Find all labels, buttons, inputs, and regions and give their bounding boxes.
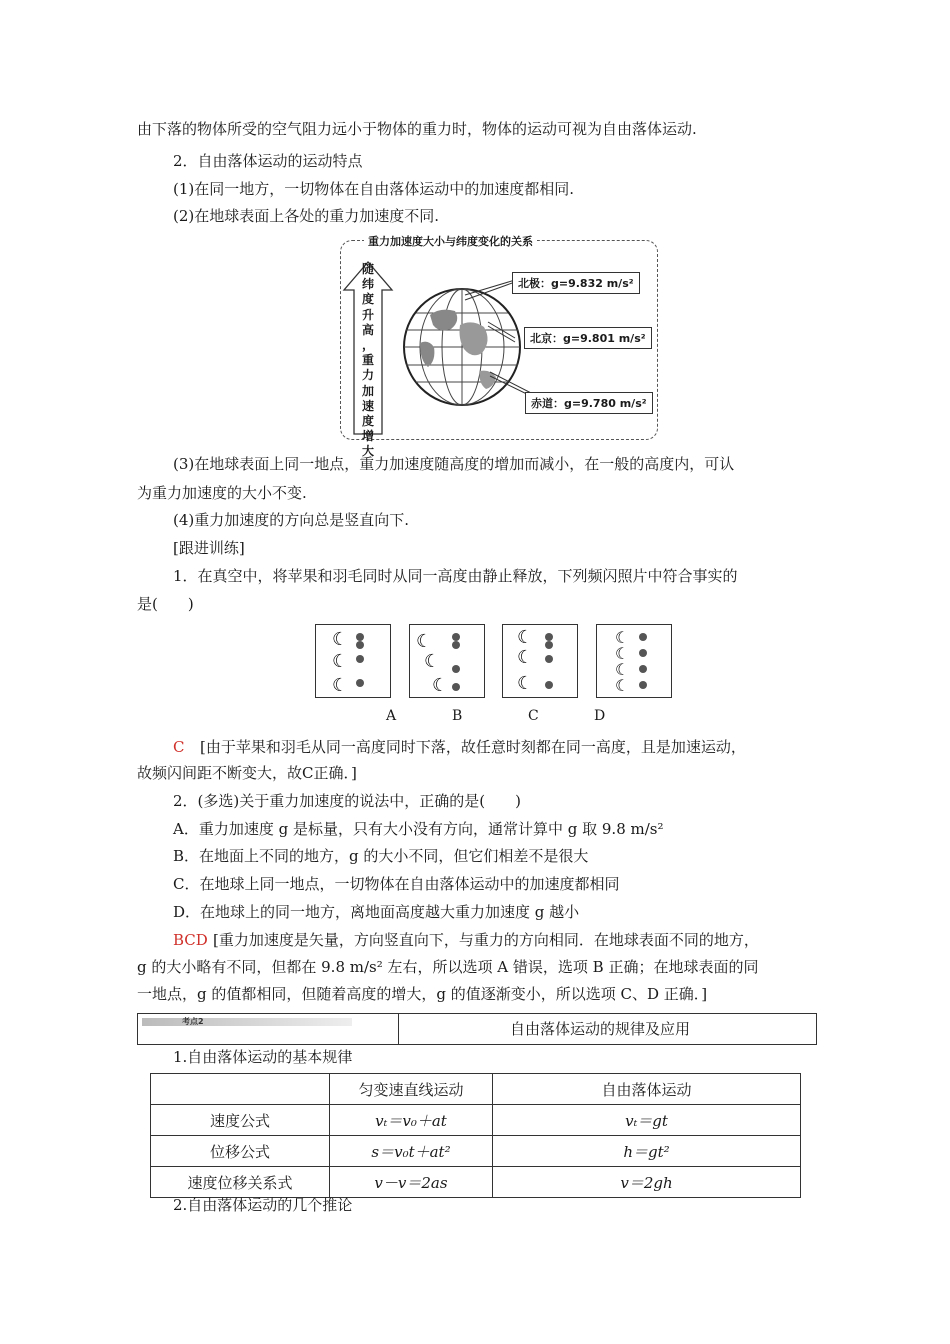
q1-answer: C bbox=[173, 738, 185, 756]
arrow-caption-char: 速 bbox=[361, 398, 374, 413]
q2-explain-line3: 一地点，g 的值都相同，但随着高度的增大，g 的值逐渐变小，所以选项 C、D 正确．] bbox=[137, 985, 708, 1003]
arrow-caption-char: 加 bbox=[361, 383, 374, 398]
table-cell: 速度公式 bbox=[151, 1105, 330, 1136]
svg-text:☾: ☾ bbox=[615, 676, 630, 695]
q1-stem-line1: 1．在真空中，将苹果和羽毛同时从同一高度由静止释放，下列频闪照片中符合事实的 bbox=[173, 567, 738, 585]
table-header-cell: 自由落体运动 bbox=[493, 1074, 801, 1105]
q2-answer: BCD bbox=[173, 931, 208, 949]
table-row bbox=[151, 1105, 801, 1136]
option-label-b: B bbox=[452, 708, 463, 724]
paragraph-5: (3)在地球表面上同一地点，重力加速度随高度的增加而减小，在一般的高度内，可认 bbox=[173, 455, 735, 473]
table-header-row bbox=[151, 1074, 801, 1105]
svg-text:☾: ☾ bbox=[424, 651, 441, 672]
arrow-caption-char: ， bbox=[361, 338, 374, 353]
arrow-caption-char: 力 bbox=[361, 368, 374, 383]
arrow-caption-char: 度 bbox=[361, 414, 374, 429]
svg-text:☾: ☾ bbox=[416, 631, 433, 652]
figure-title: 重力加速度大小与纬度变化的关系 bbox=[364, 233, 537, 249]
svg-text:☾: ☾ bbox=[332, 629, 349, 650]
svg-text:☾: ☾ bbox=[615, 644, 630, 663]
table-cell: 速度位移关系式 bbox=[151, 1167, 330, 1198]
svg-text:☾: ☾ bbox=[615, 628, 630, 647]
section-title: 自由落体运动的规律及应用 bbox=[510, 1020, 691, 1038]
section-subheading-1: 1.自由落体运动的基本规律 bbox=[173, 1048, 353, 1066]
section-header bbox=[137, 1013, 817, 1045]
table-cell: 位移公式 bbox=[151, 1136, 330, 1167]
q1-explain-line2: 故频闪间距不断变大，故C正确．] bbox=[137, 764, 357, 782]
arrow-caption bbox=[359, 262, 377, 460]
table-cell: s＝v₀t＋at² bbox=[330, 1136, 493, 1167]
table-cell: v＝2gh bbox=[493, 1167, 801, 1198]
rules-table bbox=[150, 1073, 801, 1198]
paragraph-3: (1)在同一地方，一切物体在自由落体运动中的加速度都相同. bbox=[173, 180, 575, 198]
svg-text:☾: ☾ bbox=[332, 651, 349, 672]
arrow-caption-char: 随 bbox=[361, 262, 374, 276]
option-label-d: D bbox=[594, 708, 606, 724]
table-cell: h＝gt² bbox=[493, 1136, 801, 1167]
table-cell: v－v＝2as bbox=[330, 1167, 493, 1198]
paragraph-2: 2．自由落体运动的运动特点 bbox=[173, 152, 363, 170]
arrow-caption-char: 重 bbox=[361, 353, 374, 368]
svg-text:☾: ☾ bbox=[517, 673, 534, 694]
table-cell: vₜ＝gt bbox=[493, 1105, 801, 1136]
arrow-caption-char: 升 bbox=[361, 307, 374, 322]
photo-option-c bbox=[502, 624, 578, 698]
section-divider bbox=[398, 1014, 399, 1044]
section-tag: 考点2 bbox=[142, 1018, 352, 1026]
paragraph-4: (2)在地球表面上各处的重力加速度不同. bbox=[173, 207, 440, 225]
photo-option-a bbox=[315, 624, 391, 698]
q2-explain-line1: [重力加速度是矢量，方向竖直向下，与重力的方向相同．在地球表面不同的地方， bbox=[213, 931, 759, 949]
table-row bbox=[151, 1167, 801, 1198]
q2-option-a: A．重力加速度 g 是标量，只有大小没有方向，通常计算中 g 取 9.8 m/s² bbox=[173, 820, 664, 838]
equator-label: 赤道：g=9.780 m/s² bbox=[525, 392, 653, 414]
q2-stem: 2．(多选)关于重力加速度的说法中，正确的是( ) bbox=[173, 792, 521, 810]
section-subheading-2: 2.自由落体运动的几个推论 bbox=[173, 1196, 353, 1214]
option-label-c: C bbox=[528, 708, 539, 724]
photo-option-d bbox=[596, 624, 672, 698]
arrow-caption-char: 大 bbox=[361, 444, 374, 459]
table-header-cell bbox=[151, 1074, 330, 1105]
paragraph-1: 由下落的物体所受的空气阻力远小于物体的重力时，物体的运动可视为自由落体运动. bbox=[137, 120, 697, 138]
q1-stem-line2: 是( ) bbox=[137, 595, 194, 613]
svg-text:☾: ☾ bbox=[615, 660, 630, 679]
paragraph-8: [跟进训练] bbox=[173, 539, 245, 557]
svg-text:☾: ☾ bbox=[517, 627, 534, 648]
q1-explain-line1: [由于苹果和羽毛从同一高度同时下落，故任意时刻都在同一高度，且是加速运动， bbox=[200, 738, 746, 756]
arrow-caption-char: 增 bbox=[361, 429, 374, 444]
north-pole-label: 北极：g=9.832 m/s² bbox=[512, 272, 640, 294]
q2-explain-line2: g 的大小略有不同，但都在 9.8 m/s² 左右，所以选项 A 错误，选项 B 正确；在地球表面的同 bbox=[137, 958, 759, 976]
q2-option-d: D．在地球上的同一地方，离地面高度越大重力加速度 g 越小 bbox=[173, 903, 580, 921]
paragraph-6: 为重力加速度的大小不变. bbox=[137, 484, 307, 502]
table-header-cell: 匀变速直线运动 bbox=[330, 1074, 493, 1105]
svg-text:☾: ☾ bbox=[517, 647, 534, 668]
arrow-caption-char: 高 bbox=[361, 322, 374, 337]
svg-text:☾: ☾ bbox=[332, 675, 349, 696]
option-label-a: A bbox=[386, 708, 397, 724]
arrow-caption-char: 度 bbox=[361, 292, 374, 307]
svg-text:☾: ☾ bbox=[432, 675, 449, 696]
paragraph-7: (4)重力加速度的方向总是竖直向下. bbox=[173, 511, 410, 529]
beijing-label: 北京：g=9.801 m/s² bbox=[524, 327, 652, 349]
table-row bbox=[151, 1136, 801, 1167]
table-cell: vₜ＝v₀＋at bbox=[330, 1105, 493, 1136]
arrow-caption-char: 纬 bbox=[361, 277, 374, 292]
q2-option-b: B．在地面上不同的地方，g 的大小不同，但它们相差不是很大 bbox=[173, 847, 589, 865]
q2-option-c: C．在地球上同一地点，一切物体在自由落体运动中的加速度都相同 bbox=[173, 875, 620, 893]
photo-option-b bbox=[409, 624, 485, 698]
